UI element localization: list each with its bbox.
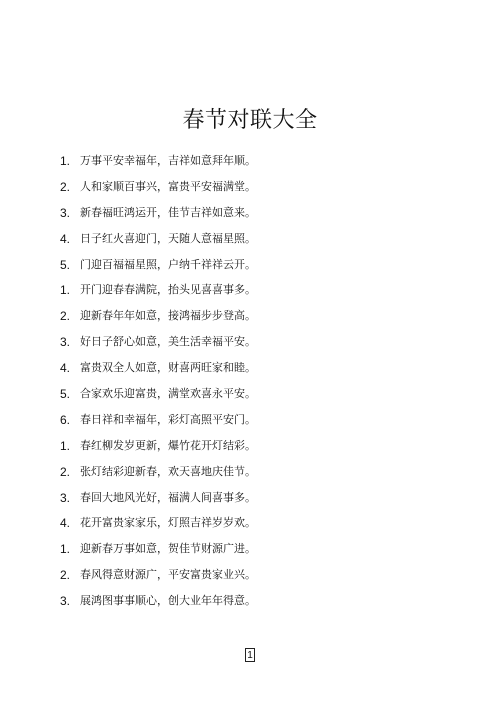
list-item [60,536,460,562]
item-number: 2. [60,309,71,324]
item-number: 4. [60,361,71,376]
item-number: 2. [60,179,71,194]
item-text: 富贵双全人如意，财喜两旺家和睦。 [80,361,256,375]
list-item [60,148,460,174]
item-text: 日子红火喜迎门，天随人意福星照。 [80,231,256,245]
item-number: 1. [60,153,71,168]
list-item [60,381,460,407]
item-text: 合家欢乐迎富贵，满堂欢喜永平安。 [80,386,256,400]
list-item [60,226,460,252]
list-item [60,588,460,614]
document-title: 春节对联大全 [182,108,318,133]
item-text: 花开富贵家家乐，灯照吉祥岁岁欢。 [80,516,256,530]
list-item [60,459,460,485]
list-item [60,329,460,355]
list-item [60,407,460,433]
item-text: 春日祥和幸福年，彩灯高照平安门。 [80,412,256,426]
item-text: 春红柳发岁更新，爆竹花开灯结彩。 [80,438,256,452]
item-text: 好日子舒心如意，美生活幸福平安。 [80,335,256,349]
list-item [60,510,460,536]
item-number: 3. [60,594,71,609]
item-number: 6. [60,412,71,427]
list-item [60,485,460,511]
list-item [60,433,460,459]
list-item [60,355,460,381]
item-number: 1. [60,283,71,298]
item-text: 万事平安幸福年，吉祥如意拜年顺。 [80,153,256,167]
item-text: 春回大地风光好，福满人间喜事多。 [80,490,256,504]
item-text: 开门迎春春满院，抬头见喜喜事多。 [80,283,256,297]
item-text: 迎新春年年如意，接鸿福步步登高。 [80,309,256,323]
item-number: 3. [60,335,71,350]
item-text: 展鸿图事事顺心，创大业年年得意。 [80,594,256,608]
item-number: 1. [60,438,71,453]
item-text: 新春福旺鸿运开，佳节吉祥如意来。 [80,205,256,219]
list-item [60,252,460,278]
item-number: 2. [60,464,71,479]
item-text: 门迎百福福星照，户纳千祥祥云开。 [80,257,256,271]
item-text: 迎新春万事如意，贺佳节财源广进。 [80,542,256,556]
item-number: 3. [60,490,71,505]
item-number: 3. [60,205,71,220]
item-number: 4. [60,516,71,531]
list-item [60,174,460,200]
couplet-list [60,148,460,614]
item-text: 张灯结彩迎新春，欢天喜地庆佳节。 [80,464,256,478]
list-item [60,200,460,226]
list-item [60,562,460,588]
page-number: 1 [245,648,255,662]
item-text: 人和家顺百事兴，富贵平安福满堂。 [80,179,256,193]
item-text: 春风得意财源广，平安富贵家业兴。 [80,568,256,582]
item-number: 1. [60,542,71,557]
list-item [60,277,460,303]
item-number: 5. [60,257,71,272]
item-number: 2. [60,568,71,583]
item-number: 4. [60,231,71,246]
item-number: 5. [60,386,71,401]
list-item [60,303,460,329]
